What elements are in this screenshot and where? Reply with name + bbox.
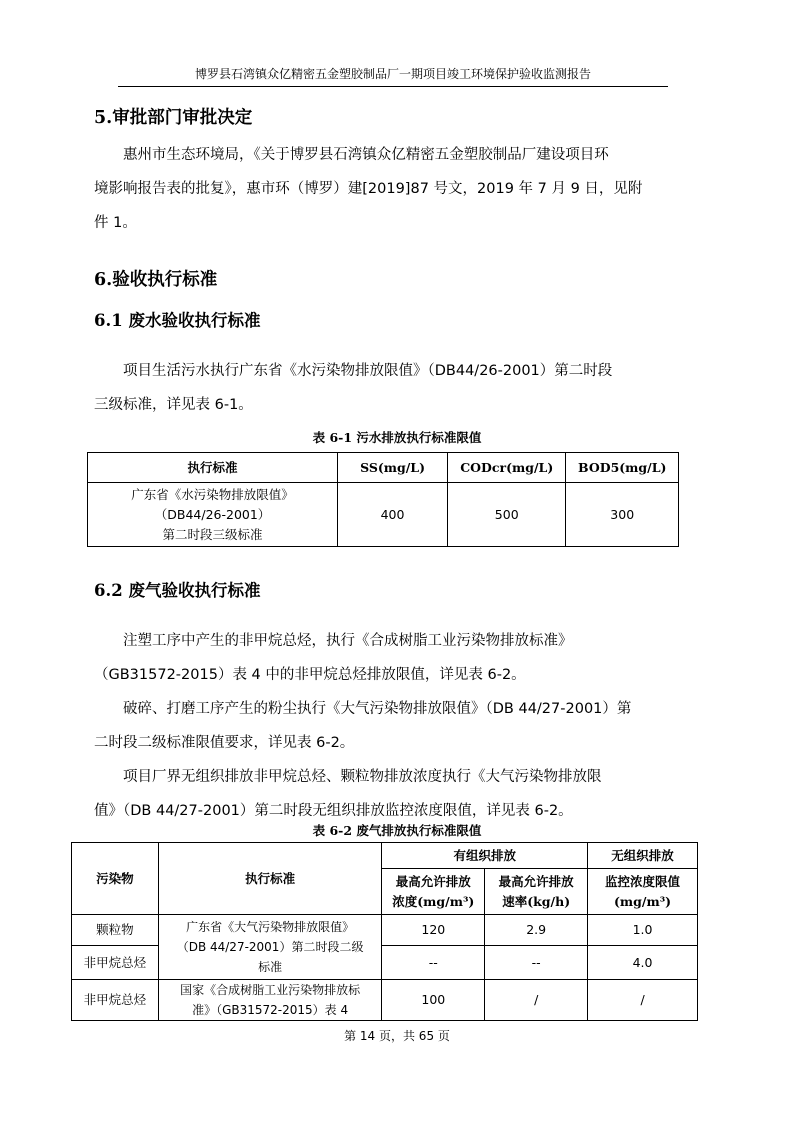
table-header-cell: 污染物 [72,843,159,915]
cell-line: 最高允许排放 [498,873,574,889]
cell-line: (mg/m³) [614,893,672,909]
table-6-2-caption: 表 6-2 废气排放执行标准限值 [312,823,482,838]
cell-line: （DB44/26-2001） [154,506,271,522]
cell-line: 广东省《大气污染物排放限值》 [186,920,355,934]
table-cell: 2.9 [485,915,588,946]
table-header-cell: 执行标准 [158,843,382,915]
table-6-1 [87,452,679,547]
cell-line: 准》（GB31572-2015）表 4 [192,1003,349,1017]
table-6-1-caption: 表 6-1 污水排放执行标准限值 [312,430,482,445]
table-cell: 1.0 [588,915,698,946]
section-6-2-heading: 6.2 废气验收执行标准 [94,581,261,600]
table-cell: 非甲烷总烃 [72,946,159,980]
cell-line: （DB 44/27-2001）第二时段二级 [176,940,364,954]
section-5-heading: 5.审批部门审批决定 [94,108,253,128]
table-cell: 400 [338,483,448,547]
cell-line: 监控浓度限值 [605,873,681,889]
paragraph-line: 三级标准，详见表 6-1。 [94,397,253,413]
table-cell: -- [382,946,485,980]
table-header-cell: BOD5(mg/L) [566,453,679,483]
paragraph-line: 值》（DB 44/27-2001）第二时段无组织排放监控浓度限值，详见表 6-2。 [94,803,573,819]
table-cell: 500 [448,483,566,547]
table-6-2 [71,842,698,1021]
page-header: 博罗县石湾镇众亿精密五金塑胶制品厂一期项目竣工环境保护验收监测报告 [194,67,591,81]
section-6-2-paragraph [94,624,674,828]
table-header-cell: 有组织排放 [382,843,588,869]
table-header-cell [485,869,588,915]
table-cell: 4.0 [588,946,698,980]
table-header-cell: CODcr(mg/L) [448,453,566,483]
table-header-cell: 无组织排放 [588,843,698,869]
paragraph-line: 件 1。 [94,215,137,231]
table-header-cell [588,869,698,915]
cell-line: 国家《合成树脂工业污染物排放标 [180,983,361,997]
table-cell: 300 [566,483,679,547]
table-cell: / [485,980,588,1021]
cell-line: 广东省《水污染物排放限值》 [131,486,294,502]
table-cell-standard [158,915,382,980]
section-6-1-paragraph [94,354,674,422]
table-cell-standard [158,980,382,1021]
paragraph-line: 二时段二级标准限值要求，详见表 6-2。 [94,735,355,751]
table-row [72,915,698,946]
header-divider [118,86,668,87]
cell-line: 第二时段三级标准 [162,526,263,542]
paragraph-line: 项目生活污水执行广东省《水污染物排放限值》（DB44/26-2001）第二时段 [123,363,613,379]
table-cell: 非甲烷总烃 [72,980,159,1021]
paragraph-line: （GB31572-2015）表 4 中的非甲烷总烃排放限值，详见表 6-2。 [94,667,526,683]
section-6-1-heading: 6.1 废水验收执行标准 [94,311,261,330]
section-5-paragraph [94,138,674,240]
page-footer: 第 14 页，共 65 页 [344,1029,450,1043]
table-header-cell: SS(mg/L) [338,453,448,483]
paragraph-line: 注塑工序中产生的非甲烷总烃，执行《合成树脂工业污染物排放标准》 [123,633,573,649]
table-header-cell [382,869,485,915]
cell-line: 速率(kg/h) [502,893,571,909]
cell-line: 标准 [258,960,283,974]
table-cell: 120 [382,915,485,946]
section-6-heading: 6.验收执行标准 [94,270,218,290]
table-cell: 颗粒物 [72,915,159,946]
table-header-cell: 执行标准 [88,453,338,483]
paragraph-line: 惠州市生态环境局，《关于博罗县石湾镇众亿精密五金塑胶制品厂建设项目环 [123,147,609,163]
table-cell: -- [485,946,588,980]
table-cell: 100 [382,980,485,1021]
paragraph-line: 项目厂界无组织排放非甲烷总烃、颗粒物排放浓度执行《大气污染物排放限 [123,769,602,785]
table-cell-standard [88,483,338,547]
table-cell: / [588,980,698,1021]
cell-line: 浓度(mg/m³) [392,893,475,909]
paragraph-line: 破碎、打磨工序产生的粉尘执行《大气污染物排放限值》（DB 44/27-2001）第 [123,701,632,717]
paragraph-line: 境影响报告表的批复》，惠市环（博罗）建[2019]87 号文，2019 年 7 月 9 日，见附 [94,181,643,197]
table-row [72,980,698,1021]
cell-line: 最高允许排放 [395,873,471,889]
